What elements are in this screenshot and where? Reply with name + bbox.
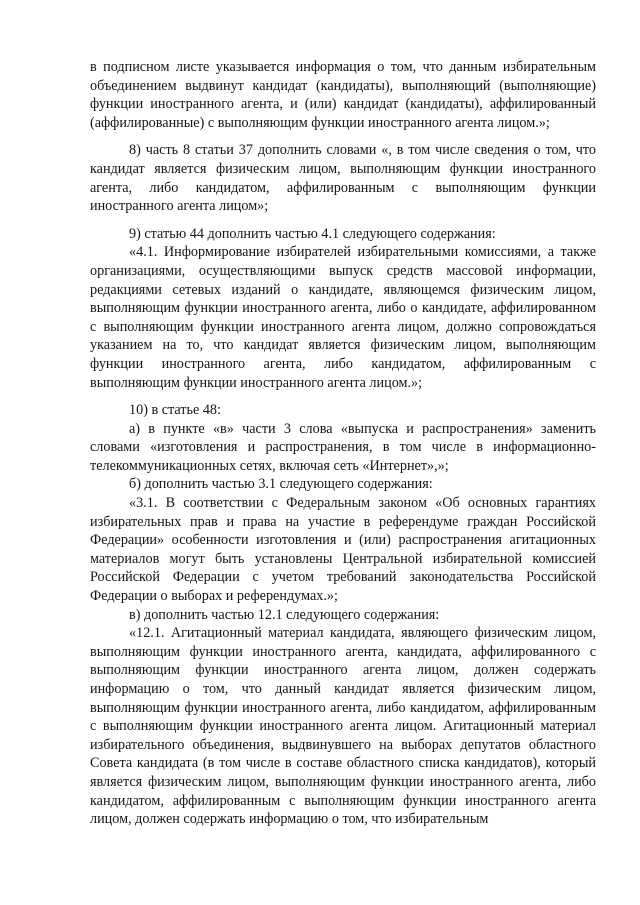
- document-text: [90, 58, 596, 829]
- paragraph-quote-12-1: «12.1. Агитационный материал кандидата, являющего физическим лицом, выполняющим функции иностранного агента, кандидата, аффилированного с выполняющим функции иностранного агента лицом, должен содержать информацию о том, что данный кандидат является физическим лицом, выполняющим функции иностранного агента, либо кандидатом, аффилированным с выполняющим функции иностранного агента лицом. Агитационный материал избирательного объединения, выдвинувшего на выборах депутатов областного Совета кандидата (в том числе в составе областного списка кандидатов), который является физическим лицом, выполняющим функции иностранного агента, либо кандидатом, аффилированным с выполняющим функции иностранного агента лицом, должен содержать информацию о том, что избирательным: [90, 625, 596, 828]
- paragraph-quote-3-1: «3.1. В соответствии с Федеральным законом «Об основных гарантиях избирательных прав и права на участие в референдуме граждан Российской Федерации» особенности изготовления и (или) распространения агитационных материалов могут быть установлены Центральной избирательной комиссией Российской Федерации с учетом требований законодательства Российской Федерации о выборах и референдумах.»;: [90, 495, 596, 605]
- paragraph-item-8: 8) часть 8 статьи 37 дополнить словами «, в том числе сведения о том, что кандидат является физическим лицом, выполняющим функции иностранного агента, либо кандидатом, аффилированным с выполняющим функции иностранного агента лицом»;: [90, 142, 596, 215]
- paragraph-quote-4-1: «4.1. Информирование избирателей избирательными комиссиями, а также организациями, осуществляющими выпуск средств массовой информации, редакциями сетевых изданий о кандидате, являющемся физическим лицом, выполняющим функции иностранного агента, либо о кандидате, аффилированном с выполняющим функции иностранного агента лицом, должно сопровождаться указанием на то, что кандидат является физическим лицом, выполняющим функции иностранного агента, либо кандидатом, аффилированным с выполняющим функции иностранного агента лицом.»;: [90, 244, 596, 391]
- paragraph-subitem-a: а) в пункте «в» части 3 слова «выпуска и распространения» заменить словами «изготовления и распространения, в том числе в информационно-телекоммуникационных сетях, включая сеть «Интернет»,»;: [90, 420, 596, 474]
- paragraph-item-10: 10) в статье 48:: [129, 402, 221, 419]
- paragraph-item-9: 9) статью 44 дополнить частью 4.1 следующего содержания:: [129, 225, 496, 242]
- paragraph-continuation: в подписном листе указывается информация о том, что данным избирательным объединением выдвинут кандидат (кандидаты), выполняющий (выполняющие) функции иностранного агента, и (или) кандидат (кандидаты), аффилированный (аффилированные) с выполняющим функции иностранного агента лицом.»;: [90, 59, 596, 131]
- paragraph-subitem-v: в) дополнить частью 12.1 следующего содержания:: [129, 606, 440, 623]
- paragraph-subitem-b: б) дополнить частью 3.1 следующего содержания:: [129, 476, 433, 493]
